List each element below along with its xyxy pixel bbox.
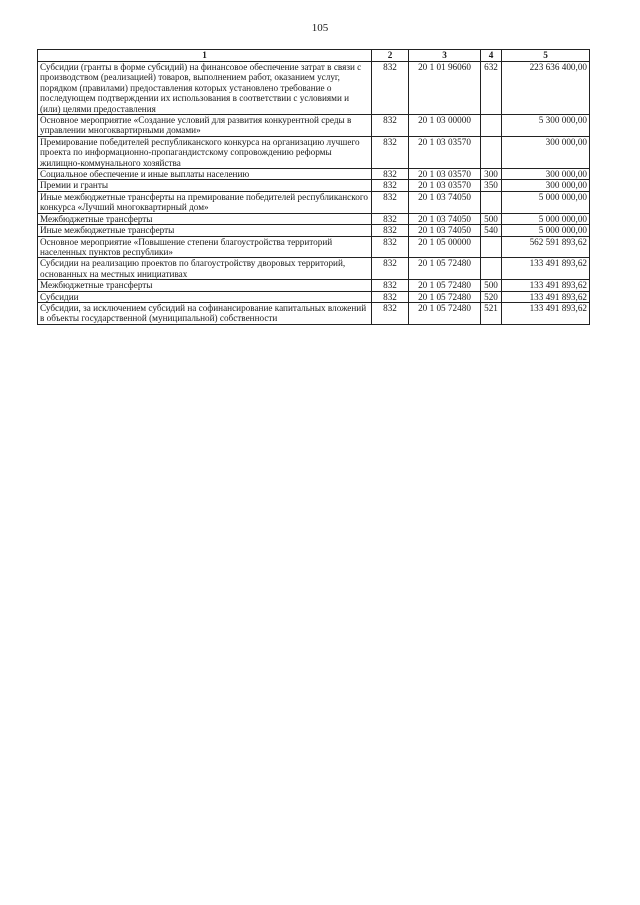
row-name: Основное мероприятие «Повышение степени благоустройства территорий населенных пунктов республики» [38,236,372,258]
row-csr: 20 1 03 03570 [409,180,481,191]
row-sum: 133 491 893,62 [502,291,590,302]
header-csr: 3 [409,50,481,62]
table-row [38,258,590,280]
row-gr: 832 [372,291,409,302]
row-gr: 832 [372,191,409,213]
table-row [38,213,590,224]
row-csr: 20 1 01 96060 [409,62,481,115]
row-vr: 350 [481,180,502,191]
row-gr: 832 [372,136,409,168]
row-csr: 20 1 03 03570 [409,169,481,180]
table-row [38,136,590,168]
table-row [38,236,590,258]
row-gr: 832 [372,258,409,280]
row-csr: 20 1 03 74050 [409,213,481,224]
row-vr [481,191,502,213]
row-name: Субсидии на реализацию проектов по благоустройству дворовых территорий, основанных на местных инициативах [38,258,372,280]
row-csr: 20 1 05 00000 [409,236,481,258]
row-name: Основное мероприятие «Создание условий для развития конкурентной среды в управлении многоквартирными домами» [38,115,372,137]
row-name: Иные межбюджетные трансферты [38,225,372,236]
row-sum: 300 000,00 [502,169,590,180]
table-row [38,302,590,324]
row-name: Премирование победителей республиканского конкурса на организацию лучшего проекта по информационно-пропагандистскому сопровождению реформы жилищно-коммунального хозяйства [38,136,372,168]
row-vr [481,258,502,280]
row-gr: 832 [372,62,409,115]
row-vr: 520 [481,291,502,302]
row-name: Социальное обеспечение и иные выплаты населению [38,169,372,180]
row-csr: 20 1 05 72480 [409,302,481,324]
row-name: Субсидии (гранты в форме субсидий) на финансовое обеспечение затрат в связи с производством (реализацией) товаров, выполнением работ, оказанием услуг, порядком (правилами) предоставления которых установлено требование о последующем подтверждении их использования в соответствии с условиями и (или) целями предоставления [38,62,372,115]
row-vr [481,115,502,137]
header-name: 1 [38,50,372,62]
row-sum: 300 000,00 [502,136,590,168]
row-vr: 500 [481,213,502,224]
header-sum: 5 [502,50,590,62]
row-gr: 832 [372,225,409,236]
row-csr: 20 1 05 72480 [409,258,481,280]
table-row [38,180,590,191]
row-vr: 632 [481,62,502,115]
row-sum: 223 636 400,00 [502,62,590,115]
row-sum: 133 491 893,62 [502,280,590,291]
table-row [38,291,590,302]
table-row [38,191,590,213]
row-csr: 20 1 03 74050 [409,191,481,213]
row-gr: 832 [372,280,409,291]
row-sum: 5 000 000,00 [502,225,590,236]
row-vr: 521 [481,302,502,324]
row-sum: 5 000 000,00 [502,213,590,224]
row-vr [481,136,502,168]
header-gr: 2 [372,50,409,62]
row-name: Межбюджетные трансферты [38,213,372,224]
row-gr: 832 [372,236,409,258]
row-sum: 5 000 000,00 [502,191,590,213]
header-row [38,50,590,62]
row-vr [481,236,502,258]
row-vr: 300 [481,169,502,180]
page-number: 105 [311,22,329,34]
row-name: Субсидии, за исключением субсидий на софинансирование капитальных вложений в объекты государственной (муниципальной) собственности [38,302,372,324]
row-gr: 832 [372,213,409,224]
row-csr: 20 1 03 03570 [409,136,481,168]
table-row [38,280,590,291]
budget-table [37,49,590,325]
table-row [38,62,590,115]
row-vr: 500 [481,280,502,291]
table-row [38,225,590,236]
table-row [38,115,590,137]
row-csr: 20 1 05 72480 [409,291,481,302]
row-gr: 832 [372,115,409,137]
row-gr: 832 [372,169,409,180]
row-gr: 832 [372,180,409,191]
row-sum: 133 491 893,62 [502,258,590,280]
row-sum: 300 000,00 [502,180,590,191]
row-name: Межбюджетные трансферты [38,280,372,291]
row-vr: 540 [481,225,502,236]
row-name: Субсидии [38,291,372,302]
row-name: Премии и гранты [38,180,372,191]
row-sum: 133 491 893,62 [502,302,590,324]
header-vr: 4 [481,50,502,62]
row-name: Иные межбюджетные трансферты на премирование победителей республиканского конкурса «Лучший многоквартирный дом» [38,191,372,213]
row-csr: 20 1 05 72480 [409,280,481,291]
row-csr: 20 1 03 74050 [409,225,481,236]
row-csr: 20 1 03 00000 [409,115,481,137]
row-sum: 5 300 000,00 [502,115,590,137]
row-sum: 562 591 893,62 [502,236,590,258]
row-gr: 832 [372,302,409,324]
table-row [38,169,590,180]
